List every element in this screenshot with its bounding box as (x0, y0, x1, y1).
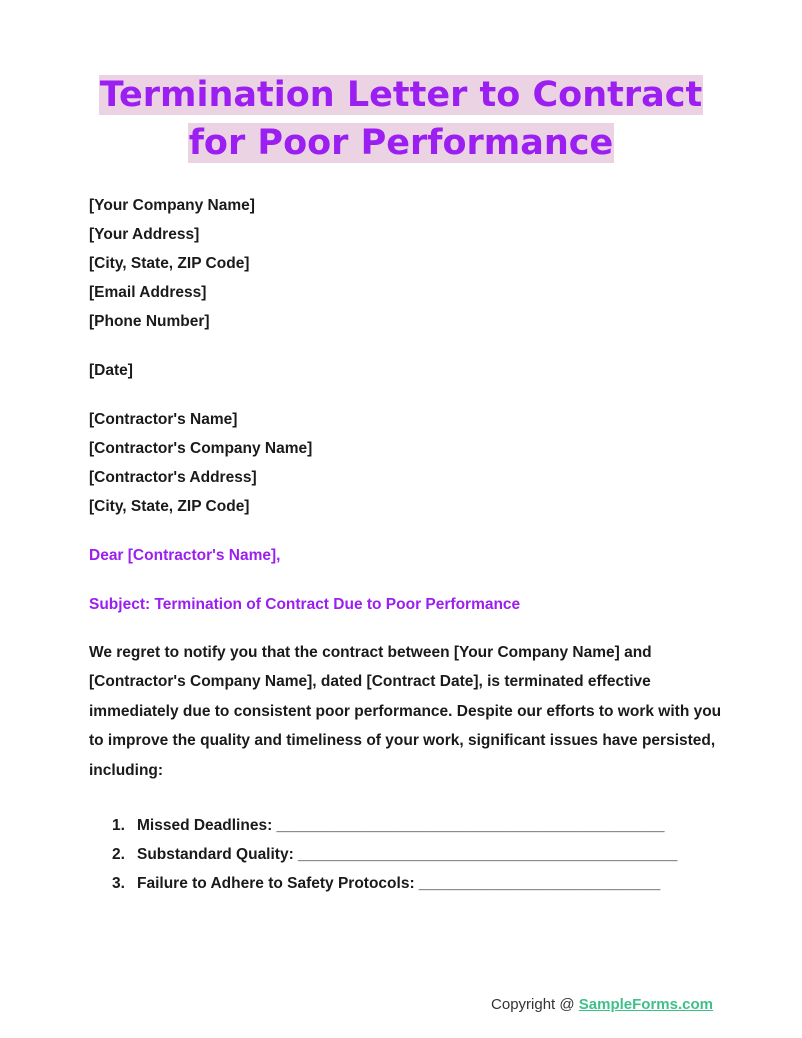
title-line-2: for Poor Performance (188, 123, 614, 163)
title-line-1: Termination Letter to Contract (99, 75, 703, 115)
list-item-text: Failure to Adhere to Safety Protocols: ____________________________ (137, 875, 661, 892)
issues-list (112, 811, 677, 898)
recipient-address-block (89, 405, 312, 521)
recipient-city: [City, State, ZIP Code] (89, 498, 250, 515)
list-item-number: 2. (112, 846, 125, 863)
body-paragraph: We regret to notify you that the contract between [Your Company Name] and [Contractor's Company Name], dated [Contract Date], is terminated effective immediately due to consistent poor performance. Despite our efforts to work with you to improve the quality and timeliness of your work, significant issues have persisted, including: (89, 644, 722, 779)
document-title (0, 71, 802, 167)
list-item (112, 840, 677, 869)
copyright-text: Copyright @ (491, 996, 579, 1013)
sender-address: [Your Address] (89, 226, 200, 243)
sender-city: [City, State, ZIP Code] (89, 255, 250, 272)
brand-link[interactable]: SampleForms.com (578, 996, 713, 1013)
sender-company: [Your Company Name] (89, 197, 255, 214)
list-item (112, 869, 677, 898)
list-item-number: 1. (112, 817, 125, 834)
recipient-name: [Contractor's Name] (89, 411, 238, 428)
recipient-address: [Contractor's Address] (89, 469, 257, 486)
letter-date: [Date] (89, 362, 133, 379)
list-item-number: 3. (112, 875, 125, 892)
list-item (112, 811, 677, 840)
list-item-text: Missed Deadlines: _____________________________________________ (137, 817, 665, 834)
salutation: Dear [Contractor's Name], (89, 547, 281, 564)
sender-email: [Email Address] (89, 284, 207, 301)
list-item-text: Substandard Quality: ____________________________________________ (137, 846, 678, 863)
copyright-footer (491, 996, 713, 1013)
sender-address-block (89, 191, 255, 336)
sender-phone: [Phone Number] (89, 313, 210, 330)
subject-line: Subject: Termination of Contract Due to Poor Performance (89, 596, 521, 613)
recipient-company: [Contractor's Company Name] (89, 440, 313, 457)
